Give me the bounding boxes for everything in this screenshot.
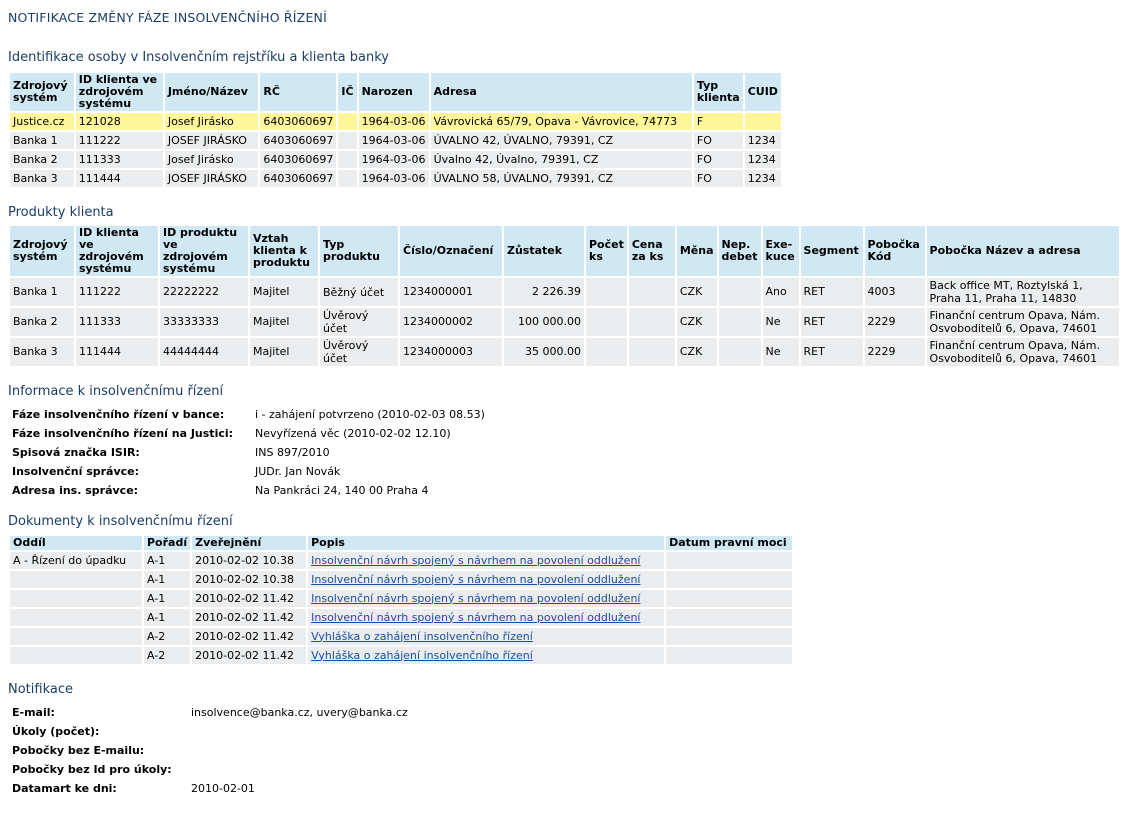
table-cell: RET [801, 338, 863, 366]
table-cell: 111222 [76, 278, 158, 306]
table-cell [586, 278, 627, 306]
page-title: NOTIFIKACE ZMĚNY FÁZE INSOLVENČNÍHO ŘÍZENÍ [8, 10, 327, 25]
table-cell: 1964-03-06 [359, 132, 429, 149]
table-cell: 2010-02-02 11.42 [192, 647, 306, 664]
table-cell [308, 552, 664, 569]
table-row [10, 609, 792, 626]
table-cell: 1234 [745, 132, 781, 149]
table-cell: 6403060697 [260, 113, 336, 130]
col-execution: Exe-kuce [763, 226, 799, 276]
table-cell: A - Řízení do úpadku [10, 552, 142, 569]
table-row [10, 132, 781, 149]
info-row [12, 760, 411, 779]
info-label: Pobočky bez E-mailu: [12, 744, 145, 757]
col-client-id: ID klienta ve zdrojovém systému [76, 73, 163, 111]
table-cell [10, 571, 142, 588]
table-cell: JOSEF JIRÁSKO [165, 132, 259, 149]
col-balance: Zůstatek [504, 226, 584, 276]
documents-header-row [10, 536, 792, 550]
table-cell: 4003 [865, 278, 925, 306]
table-cell: Úvalno 42, Úvalno, 79391, CZ [431, 151, 692, 168]
insolvency-heading: Informace k insolvenčnímu řízení [8, 384, 224, 399]
table-cell: 1964-03-06 [359, 151, 429, 168]
col-section: Oddíl [10, 536, 142, 550]
table-cell: Majitel [250, 338, 318, 366]
table-cell [338, 170, 356, 187]
table-cell: A-2 [144, 628, 190, 645]
info-row [12, 703, 411, 722]
table-cell: F [694, 113, 743, 130]
table-cell [338, 132, 356, 149]
products-header-row [10, 226, 1119, 276]
table-cell: Back office MT, Roztylská 1, Praha 11, Praha 11, 14830 [927, 278, 1119, 306]
info-label: Spisová značka ISIR: [12, 446, 140, 459]
table-cell: 35 000.00 [504, 338, 584, 366]
table-cell: 111222 [76, 132, 163, 149]
col-name: Jméno/Název [165, 73, 259, 111]
table-cell: Banka 2 [10, 308, 74, 336]
table-cell [666, 590, 792, 607]
table-cell [719, 278, 761, 306]
col-source-system: Zdrojový systém [10, 73, 74, 111]
col-rc: RČ [260, 73, 336, 111]
info-value [191, 722, 411, 741]
table-cell [629, 308, 675, 336]
col-order: Pořadí [144, 536, 190, 550]
col-ic: IČ [338, 73, 356, 111]
table-row [10, 338, 1119, 366]
table-row [10, 552, 792, 569]
table-cell: Úvěrový účet [320, 338, 398, 366]
info-value: INS 897/2010 [255, 446, 330, 459]
table-cell [666, 552, 792, 569]
table-cell: 2010-02-02 11.42 [192, 609, 306, 626]
table-cell: Majitel [250, 308, 318, 336]
documents-rows [10, 552, 792, 664]
notification-heading: Notifikace [8, 682, 73, 697]
table-cell: 1234000002 [400, 308, 502, 336]
info-label: Insolvenční správce: [12, 465, 140, 478]
table-cell: Majitel [250, 278, 318, 306]
table-row [10, 308, 1119, 336]
col-address: Adresa [431, 73, 692, 111]
table-cell: A-1 [144, 571, 190, 588]
col-currency: Měna [677, 226, 717, 276]
table-cell: 44444444 [160, 338, 248, 366]
table-cell [629, 278, 675, 306]
table-cell: RET [801, 308, 863, 336]
insolvency-info [12, 405, 488, 500]
col-product-id: ID produktu ve zdrojovém systému [160, 226, 248, 276]
table-row [10, 571, 792, 588]
col-branch-code: Pobočka Kód [865, 226, 925, 276]
table-cell: A-1 [144, 590, 190, 607]
table-cell: 1234000001 [400, 278, 502, 306]
documents-heading: Dokumenty k insolvenčnímu řízení [8, 514, 233, 529]
identification-rows [10, 113, 781, 187]
document-link[interactable]: Vyhláška o zahájení insolvenčního řízení [311, 648, 533, 662]
table-cell: JOSEF JIRÁSKO [165, 170, 259, 187]
identification-table [8, 71, 783, 189]
table-cell: A-2 [144, 647, 190, 664]
table-cell: 111333 [76, 308, 158, 336]
table-cell [10, 628, 142, 645]
table-cell: Josef Jirásko [165, 151, 259, 168]
table-cell: Justice.cz [10, 113, 74, 130]
table-cell: Banka 3 [10, 338, 74, 366]
table-cell [308, 590, 664, 607]
table-cell: A-1 [144, 609, 190, 626]
table-cell [338, 113, 356, 130]
table-cell: 2010-02-02 10.38 [192, 571, 306, 588]
table-cell [666, 571, 792, 588]
notification-page [8, 10, 1123, 798]
col-branch-name: Pobočka Název a adresa [927, 226, 1119, 276]
table-cell: 22222222 [160, 278, 248, 306]
table-cell: Banka 1 [10, 132, 74, 149]
table-cell: Josef Jirásko [165, 113, 259, 130]
identification-heading: Identifikace osoby v Insolvenčním rejstříku a klienta banky [8, 50, 389, 65]
col-overdraft: Nep. debet [719, 226, 761, 276]
table-cell: 33333333 [160, 308, 248, 336]
info-row [12, 443, 488, 462]
table-cell: RET [801, 278, 863, 306]
table-cell [10, 609, 142, 626]
notification-info [12, 703, 411, 798]
table-cell: 2010-02-02 11.42 [192, 628, 306, 645]
info-row [12, 741, 411, 760]
table-row [10, 628, 792, 645]
table-row [10, 151, 781, 168]
table-cell [666, 647, 792, 664]
table-cell [308, 571, 664, 588]
document-link[interactable]: Vyhláška o zahájení insolvenčního řízení [311, 629, 533, 643]
table-cell [719, 338, 761, 366]
info-label: Pobočky bez Id pro úkoly: [12, 763, 172, 776]
table-cell: Finanční centrum Opava, Nám. Osvoboditelů 6, Opava, 74601 [927, 308, 1119, 336]
info-row [12, 722, 411, 741]
products-heading: Produkty klienta [8, 205, 114, 220]
col-client-id: ID klienta ve zdrojovém systému [76, 226, 158, 276]
table-cell: 100 000.00 [504, 308, 584, 336]
table-cell: Ne [763, 338, 799, 366]
col-relation: Vztah klienta k produktu [250, 226, 318, 276]
table-cell [719, 308, 761, 336]
info-row [12, 462, 488, 481]
table-cell: CZK [677, 278, 717, 306]
col-product-type: Typ produktu [320, 226, 398, 276]
table-cell [10, 647, 142, 664]
table-cell: 121028 [76, 113, 163, 130]
col-published: Zveřejnění [192, 536, 306, 550]
notification-rows [12, 703, 411, 798]
table-cell [666, 628, 792, 645]
insolvency-rows [12, 405, 488, 500]
col-count: Počet ks [586, 226, 627, 276]
table-row [10, 590, 792, 607]
table-row [10, 170, 781, 187]
table-cell: 1964-03-06 [359, 113, 429, 130]
info-value: insolvence@banka.cz, uvery@banka.cz [191, 706, 408, 719]
documents-table [8, 534, 794, 666]
table-cell [308, 609, 664, 626]
table-cell [666, 609, 792, 626]
info-value: i - zahájení potvrzeno (2010-02-03 08.53) [255, 408, 485, 421]
table-cell: CZK [677, 308, 717, 336]
info-label: Fáze insolvenčního řízení v bance: [12, 408, 225, 421]
col-number: Číslo/Označení [400, 226, 502, 276]
table-cell: Banka 2 [10, 151, 74, 168]
table-cell: Ano [763, 278, 799, 306]
col-cuid: CUID [745, 73, 781, 111]
col-segment: Segment [801, 226, 863, 276]
col-legal-date: Datum pravní moci [666, 536, 792, 550]
table-cell [308, 628, 664, 645]
table-cell [338, 151, 356, 168]
info-value [191, 741, 411, 760]
info-label: Datamart ke dni: [12, 782, 117, 795]
info-row [12, 481, 488, 500]
table-cell: Banka 3 [10, 170, 74, 187]
info-row [12, 424, 488, 443]
table-cell: Banka 1 [10, 278, 74, 306]
col-description: Popis [308, 536, 664, 550]
info-value [191, 760, 411, 779]
table-row [10, 278, 1119, 306]
info-value: 2010-02-01 [191, 782, 255, 795]
table-cell: 2229 [865, 338, 925, 366]
info-value: JUDr. Jan Novák [255, 465, 341, 478]
table-cell [308, 647, 664, 664]
col-client-type: Typ klienta [694, 73, 743, 111]
document-link[interactable]: Insolvenční návrh spojený s návrhem na povolení oddlužení [311, 610, 641, 624]
table-cell: 111444 [76, 170, 163, 187]
info-row [12, 779, 411, 798]
table-cell: 2010-02-02 10.38 [192, 552, 306, 569]
info-value: Na Pankráci 24, 140 00 Praha 4 [255, 484, 429, 497]
table-cell: 1234000003 [400, 338, 502, 366]
table-cell: Ne [763, 308, 799, 336]
table-cell: 6403060697 [260, 151, 336, 168]
table-cell: 2229 [865, 308, 925, 336]
table-cell: FO [694, 170, 743, 187]
table-cell: 1964-03-06 [359, 170, 429, 187]
col-source-system: Zdrojový systém [10, 226, 74, 276]
col-born: Narozen [359, 73, 429, 111]
products-rows [10, 278, 1119, 366]
table-cell: 6403060697 [260, 132, 336, 149]
table-cell [10, 590, 142, 607]
table-cell: Finanční centrum Opava, Nám. Osvoboditelů 6, Opava, 74601 [927, 338, 1119, 366]
table-cell: FO [694, 132, 743, 149]
table-cell: 6403060697 [260, 170, 336, 187]
document-link[interactable]: Insolvenční návrh spojený s návrhem na povolení oddlužení [311, 572, 641, 586]
table-cell: Úvěrový účet [320, 308, 398, 336]
table-cell: ÚVALNO 42, ÚVALNO, 79391, CZ [431, 132, 692, 149]
document-link[interactable]: Insolvenční návrh spojený s návrhem na povolení oddlužení [311, 553, 641, 567]
table-cell: FO [694, 151, 743, 168]
table-cell [586, 308, 627, 336]
info-label: Adresa ins. správce: [12, 484, 139, 497]
table-cell: A-1 [144, 552, 190, 569]
table-cell: ÚVALNO 58, ÚVALNO, 79391, CZ [431, 170, 692, 187]
info-label: Fáze insolvenčního řízení na Justici: [12, 427, 234, 440]
products-table [8, 224, 1121, 368]
table-cell: Běžný účet [320, 278, 398, 306]
table-cell: 111333 [76, 151, 163, 168]
table-cell: 1234 [745, 151, 781, 168]
table-cell: 1234 [745, 170, 781, 187]
table-cell: 111444 [76, 338, 158, 366]
table-cell [745, 113, 781, 130]
table-cell [586, 338, 627, 366]
table-row [10, 647, 792, 664]
table-cell [629, 338, 675, 366]
table-cell: CZK [677, 338, 717, 366]
info-label: E-mail: [12, 706, 55, 719]
table-cell: 2010-02-02 11.42 [192, 590, 306, 607]
col-unit-price: Cena za ks [629, 226, 675, 276]
info-label: Úkoly (počet): [12, 725, 100, 738]
identification-header-row [10, 73, 781, 111]
table-row [10, 113, 781, 130]
table-cell: 2 226.39 [504, 278, 584, 306]
table-cell: Vávrovická 65/79, Opava - Vávrovice, 74773 [431, 113, 692, 130]
info-row [12, 405, 488, 424]
document-link[interactable]: Insolvenční návrh spojený s návrhem na povolení oddlužení [311, 591, 641, 605]
info-value: Nevyřízená věc (2010-02-02 12.10) [255, 427, 451, 440]
